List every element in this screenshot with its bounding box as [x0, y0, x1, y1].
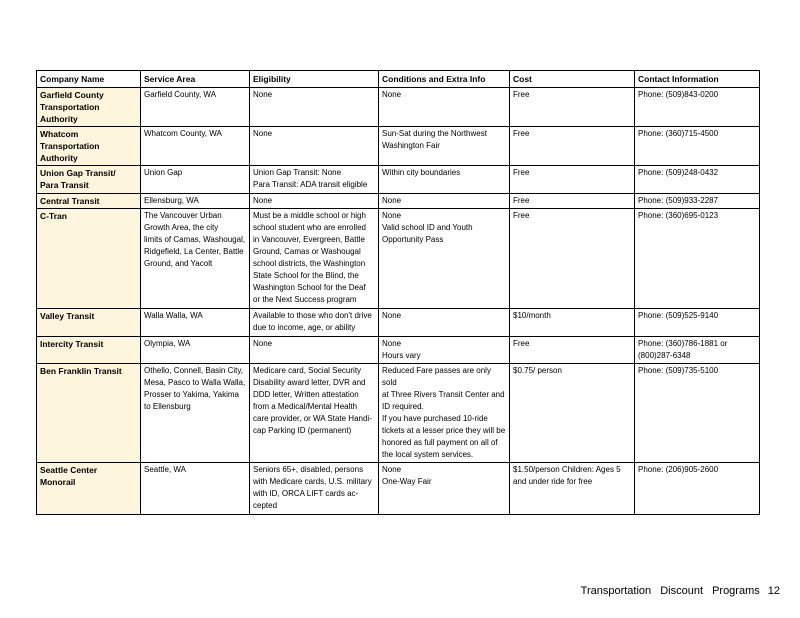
- cost-cell: Free: [510, 127, 635, 166]
- company-name-cell: Ben Franklin Transit: [37, 364, 141, 463]
- conditions-cell: Reduced Fare passes are only sold at Three Rivers Transit Center and ID required. If you have purchased 10-ride tickets at a lesser price they will be honored as full payment on all of the local system services.: [379, 364, 510, 463]
- cost-cell: Free: [510, 194, 635, 209]
- contact-cell: Phone: (509)933-2287: [635, 194, 760, 209]
- conditions-cell: None: [379, 194, 510, 209]
- header-contact-information: Contact Information: [635, 71, 760, 88]
- company-name-cell: Union Gap Transit/ Para Transit: [37, 166, 141, 194]
- contact-cell: Phone: (360)695-0123: [635, 209, 760, 309]
- cost-cell: $0.75/ person: [510, 364, 635, 463]
- eligibility-cell: None: [250, 127, 379, 166]
- service-area-cell: Whatcom County, WA: [141, 127, 250, 166]
- company-name-cell: Central Transit: [37, 194, 141, 209]
- conditions-cell: Within city boundaries: [379, 166, 510, 194]
- page-footer: [560, 585, 780, 597]
- cost-cell: Free: [510, 209, 635, 309]
- header-cost: Cost: [510, 71, 635, 88]
- conditions-cell: None: [379, 309, 510, 337]
- table-row: [37, 88, 760, 127]
- cost-cell: Free: [510, 337, 635, 364]
- table-row: [37, 364, 760, 463]
- contact-cell: Phone: (509)843-0200: [635, 88, 760, 127]
- cost-cell: $10/month: [510, 309, 635, 337]
- conditions-cell: None Hours vary: [379, 337, 510, 364]
- page-number: 12: [767, 585, 780, 597]
- company-name-cell: Whatcom Transportation Authority: [37, 127, 141, 166]
- cost-cell: Free: [510, 166, 635, 194]
- service-area-cell: Union Gap: [141, 166, 250, 194]
- service-area-cell: Olympia, WA: [141, 337, 250, 364]
- table-row: [37, 209, 760, 309]
- table-header-row: [37, 71, 760, 88]
- service-area-cell: Othello, Connell, Basin City, Mesa, Pasco to Walla Walla, Prosser to Yakima, Yakima to Ellensburg: [141, 364, 250, 463]
- company-name-cell: Seattle Center Monorail: [37, 463, 141, 515]
- header-eligibility: Eligibility: [250, 71, 379, 88]
- service-area-cell: The Vancouver Urban Growth Area, the city limits of Camas, Washougal, Ridgefield, La Center, Battle Ground, and Yacolt: [141, 209, 250, 309]
- table-row: [37, 194, 760, 209]
- company-name-cell: C-Tran: [37, 209, 141, 309]
- contact-cell: Phone: (509)248-0432: [635, 166, 760, 194]
- service-area-cell: Garfield County, WA: [141, 88, 250, 127]
- table-row: [37, 127, 760, 166]
- service-area-cell: Walla Walla, WA: [141, 309, 250, 337]
- service-area-cell: Seattle, WA: [141, 463, 250, 515]
- contact-cell: Phone: (509)735-5100: [635, 364, 760, 463]
- company-name-cell: Garfield County Transportation Authority: [37, 88, 141, 127]
- eligibility-cell: Must be a middle school or high school student who are enrolled in Vancouver, Evergreen, Battle Ground, Camas or Washougal school districts, the Washington State School for the Blind, the Washington School for the Deaf or the Next Success program: [250, 209, 379, 309]
- eligibility-cell: Union Gap Transit: None Para Transit: ADA transit eligible: [250, 166, 379, 194]
- conditions-cell: Sun-Sat during the Northwest Washington Fair: [379, 127, 510, 166]
- cost-cell: $1.50/person Children: Ages 5 and under ride for free: [510, 463, 635, 515]
- transportation-programs-table: [36, 70, 760, 515]
- conditions-cell: None Valid school ID and Youth Opportunity Pass: [379, 209, 510, 309]
- table-row: [37, 166, 760, 194]
- header-company-name: Company Name: [37, 71, 141, 88]
- conditions-cell: None One-Way Fair: [379, 463, 510, 515]
- contact-cell: Phone: (360)786-1881 or (800)287-6348: [635, 337, 760, 364]
- header-service-area: Service Area: [141, 71, 250, 88]
- eligibility-cell: None: [250, 337, 379, 364]
- eligibility-cell: Medicare card, Social Security Disability award letter, DVR and DDD letter, Written attestation from a Medical/Mental Health care provider, or WA State Handi- cap Parking ID (permanent): [250, 364, 379, 463]
- service-area-cell: Ellensburg, WA: [141, 194, 250, 209]
- header-conditions: Conditions and Extra Info: [379, 71, 510, 88]
- eligibility-cell: Seniors 65+, disabled, persons with Medicare cards, U.S. military with ID, ORCA LIFT cards ac- cepted: [250, 463, 379, 515]
- table-row: [37, 337, 760, 364]
- footer-title: Transportation Discount Programs: [580, 585, 760, 597]
- contact-cell: Phone: (206)905-2600: [635, 463, 760, 515]
- contact-cell: Phone: (360)715-4500: [635, 127, 760, 166]
- cost-cell: Free: [510, 88, 635, 127]
- company-name-cell: Valley Transit: [37, 309, 141, 337]
- company-name-cell: Intercity Transit: [37, 337, 141, 364]
- eligibility-cell: Available to those who don't drive due to income, age, or ability: [250, 309, 379, 337]
- eligibility-cell: None: [250, 88, 379, 127]
- contact-cell: Phone: (509)525-9140: [635, 309, 760, 337]
- table-row: [37, 463, 760, 515]
- eligibility-cell: None: [250, 194, 379, 209]
- conditions-cell: None: [379, 88, 510, 127]
- table-row: [37, 309, 760, 337]
